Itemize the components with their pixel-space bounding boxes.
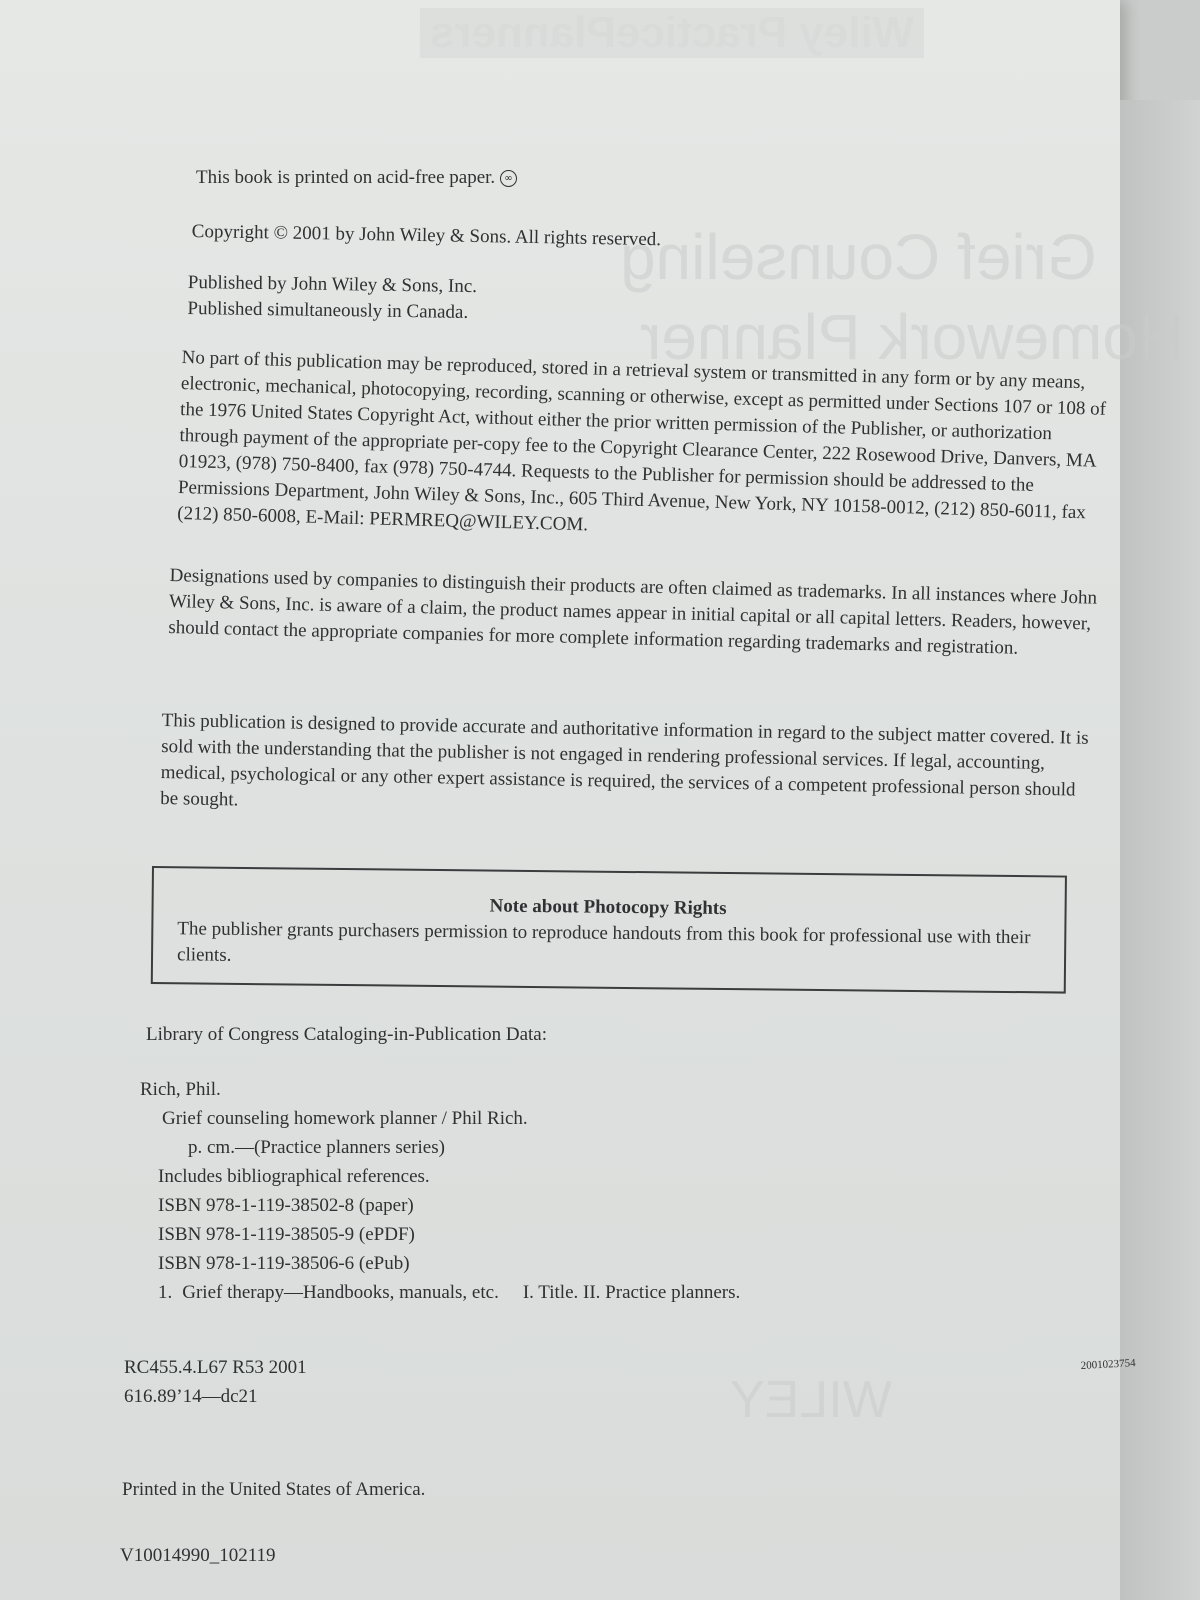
publisher-line: Published by John Wiley & Sons, Inc. xyxy=(187,271,478,298)
catalog-author: Rich, Phil. xyxy=(140,1079,221,1100)
lc-call-number: RC455.4.L67 R53 2001 xyxy=(124,1357,307,1378)
catalog-series: p. cm.—(Practice planners series) xyxy=(188,1137,445,1158)
loc-heading: Library of Congress Cataloging-in-Publication Data: xyxy=(146,1024,548,1045)
catalog-isbn: ISBN 978-1-119-38505-9 (ePDF) xyxy=(158,1224,415,1245)
trademark-paragraph: Designations used by companies to distinguish their products are often claimed as trademarks. In all instances where John Wiley & Sons, Inc. is aware of a claim, the product names appear in initial capital or all capital letters. Readers, however, should contact the appropriate companies for more complete information regarding trademarks and registration. xyxy=(168,564,1098,659)
subject-text: Grief therapy—Handbooks, manuals, etc. xyxy=(182,1282,499,1303)
subject-number: 1. xyxy=(158,1282,173,1303)
publisher-line: Published simultaneously in Canada. xyxy=(187,297,469,323)
catalog-isbn: ISBN 978-1-119-38502-8 (paper) xyxy=(158,1195,414,1216)
copyright-line: Copyright © 2001 by John Wiley & Sons. All rights reserved. xyxy=(191,220,662,251)
note-body: The publisher grants purchasers permission to reproduce handouts from this book for professional use with their clients. xyxy=(176,918,1031,966)
photocopy-rights-note xyxy=(151,866,1067,994)
catalog-subject xyxy=(140,1278,740,1307)
bleed-through-wiley: WILEY xyxy=(730,1371,892,1429)
printed-in: Printed in the United States of America. xyxy=(122,1479,426,1500)
bleed-through-title-2: Homework Planner xyxy=(640,301,1185,373)
publisher-block xyxy=(187,270,477,326)
permissions-paragraph: No part of this publication may be reproduced, stored in a retrieval system or transmitted in any form or by any means, electronic, mechanical, photocopying, recording, scanning or otherwise, except as permitted under Sections 107 or 108 of the 1976 United States Copyright Act, without either the prior written permission of the Publisher, or authorization through payment of the appropriate per-copy fee to the Copyright Clearance Center, 222 Rosewood Drive, Danvers, MA 01923, (978) 750-8400, fax (978) 750-4744. Requests to the Publisher for permission should be addressed to the Permissions Department, John Wiley & Sons, Inc., 605 Third Avenue, New York, NY 10158-0012, (212) 850-6011, fax (212) 850-6008, E-Mail: PERMREQ@WILEY.COM. xyxy=(177,346,1107,536)
acid-free-text: This book is printed on acid-free paper. xyxy=(196,167,496,188)
disclaimer-paragraph: This publication is designed to provide accurate and authoritative information in regard to the subject matter covered. It is sold with the understanding that the publisher is not engaged in rendering professional services. If legal, accounting, medical, psychological or any other expert assistance is required, the services of a competent professional person should be sought. xyxy=(160,709,1089,811)
call-numbers xyxy=(124,1353,307,1411)
version-code: V10014990_102119 xyxy=(120,1545,276,1566)
bleed-through-title-1: Grief Counseling xyxy=(620,221,1097,293)
catalog-references: Includes bibliographical references. xyxy=(158,1166,430,1187)
cataloging-data xyxy=(140,1075,740,1307)
acid-free-statement xyxy=(196,165,517,191)
catalog-isbn: ISBN 978-1-119-38506-6 (ePub) xyxy=(158,1253,410,1274)
catalog-title: Grief counseling homework planner / Phil Rich. xyxy=(162,1108,528,1129)
subject-tail: I. Title. II. Practice planners. xyxy=(522,1282,741,1303)
loc-control-number: 2001023754 xyxy=(1080,1357,1136,1372)
dewey-number: 616.89’14—dc21 xyxy=(124,1386,258,1407)
note-title: Note about Photocopy Rights xyxy=(489,895,727,920)
bleed-through-series: Wiley PracticePlanners xyxy=(420,8,924,58)
infinity-icon: ∞ xyxy=(500,170,517,187)
